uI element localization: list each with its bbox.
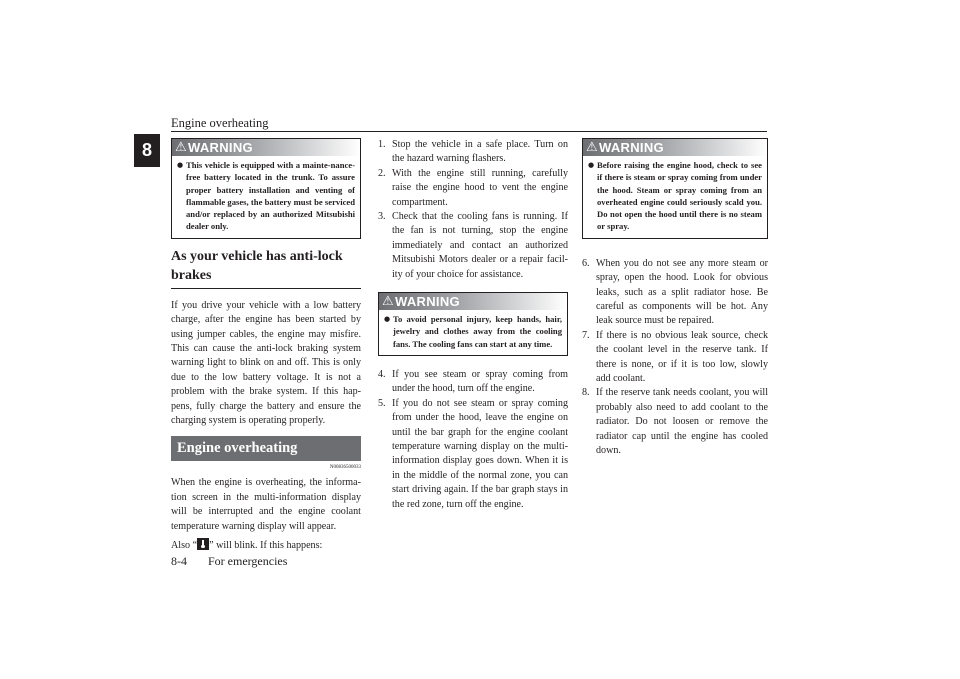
- page-number: 8-4: [171, 554, 187, 568]
- warning-text: This vehicle is equipped with a mainte-nance-free battery located in the trunk. To assure proper battery installation and venting of flammable gases, the battery must be serviced and/or replaced by an authorized Mitsubishi dealer only.: [186, 160, 355, 232]
- column-3: [582, 138, 768, 458]
- warning-header: [583, 139, 767, 156]
- warning-label: WARNING: [599, 140, 664, 155]
- steps-1-3: [378, 138, 568, 282]
- warning-box-battery: [171, 138, 361, 239]
- warning-triangle-icon: ⚠: [586, 140, 598, 155]
- warning-triangle-icon: ⚠: [382, 294, 394, 310]
- section-heading-overheating: Engine overheating: [171, 436, 361, 461]
- warning-text: Before raising the engine hood, check to see if there is steam or spray coming from under the hood. Steam or spray coming from an overheated engine could seriously scald you. Do not open the hood until there is no steam or spray.: [597, 160, 762, 232]
- overheat-paragraph: When the engine is overheating, the informa-tion screen in the multi-information display will be interrupted and the engine coolant temperature warning display will appear.: [171, 477, 361, 532]
- coolant-temperature-icon: [197, 538, 209, 550]
- list-item: 3. Check that the cooling fans is running. If the fan is not turning, stop the engine immediately and contact an authorized Mitsubishi Motors dealer or a repair facil-ity of your choice for assistance.: [378, 211, 568, 280]
- warning-header: [172, 139, 360, 156]
- list-item: 5. If you do not see steam or spray coming from under the hood, leave the engine on until the bar graph for the engine coolant temperature warning display on the multi-information display goes down. When it is in the middle of the normal zone, you can start driving again. If the bar graph stays in the red zone, turn off the engine.: [378, 397, 568, 510]
- list-item: 6. When you do not see any more steam or spray, open the hood. Look for obvious leaks, such as a split radiator hose. Be careful as components will be hot. Any leak source must be repaired.: [582, 257, 768, 327]
- page-footer: [171, 554, 287, 569]
- footer-section: For emergencies: [208, 554, 288, 568]
- column-1: [171, 138, 361, 553]
- document-code: N00836500033: [329, 465, 361, 471]
- steps-4-5: [378, 368, 568, 512]
- warning-text: To avoid personal injury, keep hands, hair, jewelry and clothes away from the cooling fans. The cooling fans can start at any time.: [393, 314, 562, 349]
- list-item: 7. If there is no obvious leak source, check the coolant level in the reserve tank. If there is none, or if it is too low, slowly add coolant.: [582, 329, 768, 385]
- column-2: [378, 138, 568, 512]
- warning-triangle-icon: ⚠: [175, 140, 187, 155]
- warning-label: WARNING: [395, 294, 460, 310]
- chapter-tab: 8: [134, 134, 160, 167]
- list-item: 1. Stop the vehicle in a safe place. Turn on the hazard warning flashers.: [378, 139, 568, 165]
- header-rule: [171, 131, 767, 132]
- bullet-icon: ●: [384, 315, 391, 324]
- list-item: 8. If the reserve tank needs coolant, you will probably also need to add coolant to the radiator. Do not loosen or remove the radiator cap until the engine has cooled down.: [582, 387, 768, 457]
- section-heading-abs: As your vehicle has anti-lock brakes: [171, 247, 361, 289]
- bullet-icon: ●: [588, 161, 595, 169]
- warning-box-fans: [378, 292, 568, 356]
- list-item: 2. With the engine still running, carefully raise the engine hood to vent the engine compartment.: [378, 167, 568, 208]
- abs-paragraph: If you drive your vehicle with a low battery charge, after the engine has been started by using jumper cables, the engine may misfire. This can cause the anti-lock braking system warning light to blink on and off. This is only due to the low battery voltage. It is not a problem with the brake system. If this hap-pens, fully charge the battery and ensure the charging system is operating properly.: [171, 299, 361, 427]
- warning-header: [379, 293, 567, 310]
- bullet-icon: ●: [177, 161, 184, 169]
- warning-label: WARNING: [188, 140, 253, 155]
- steps-6-8: [582, 257, 768, 459]
- warning-box-hood: [582, 138, 768, 239]
- also-line: Also “ ” will blink. If this happens:: [171, 540, 323, 552]
- list-item: 4. If you see steam or spray coming from under the hood, turn off the engine.: [378, 368, 568, 395]
- page-title: Engine overheating: [171, 116, 269, 130]
